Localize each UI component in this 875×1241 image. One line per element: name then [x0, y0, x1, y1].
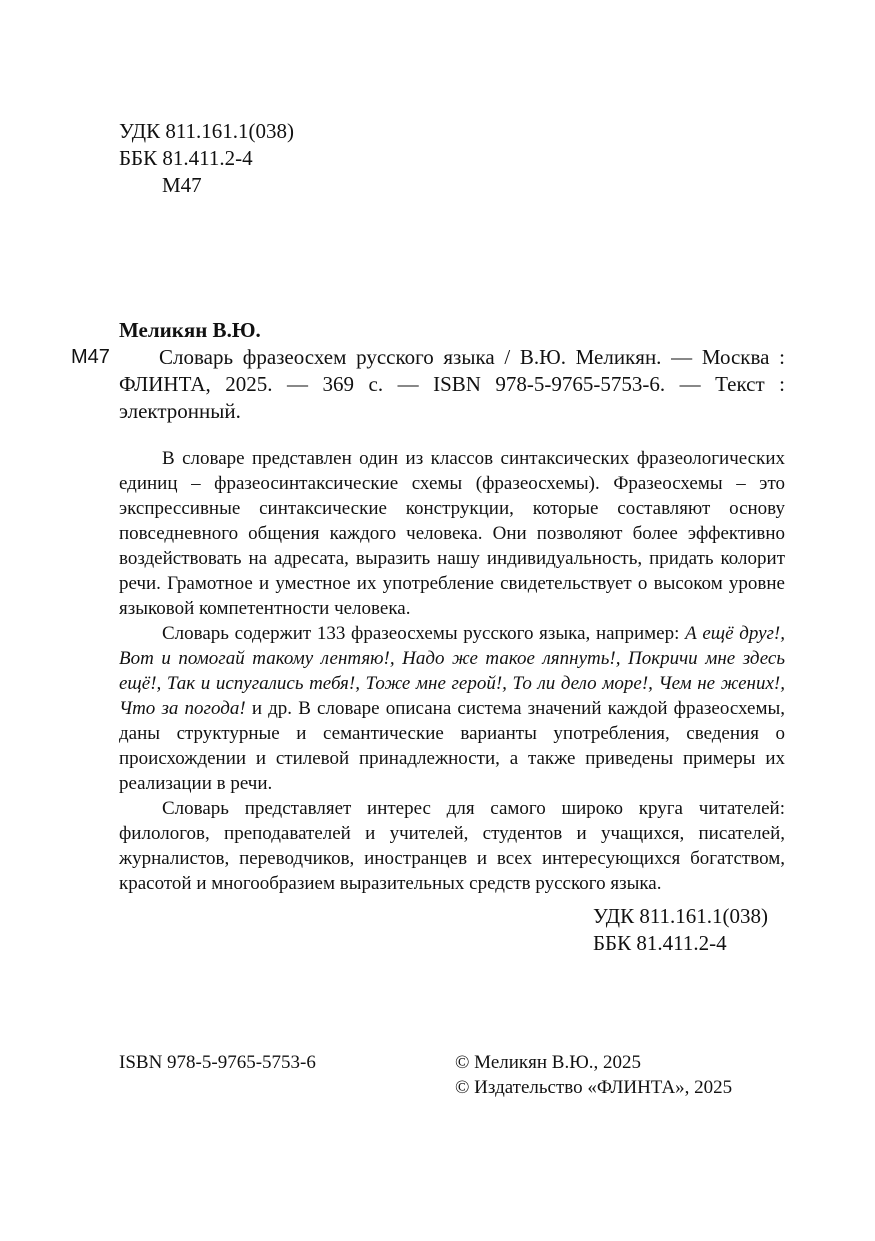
annotation-p2-intro: Словарь содержит 133 фразеосхемы русского языка, например: — [162, 623, 686, 644]
copyright-author: © Меликян В.Ю., 2025 — [455, 1052, 642, 1073]
header-classification — [119, 118, 294, 199]
header-author-mark: М47 — [162, 173, 202, 197]
annotation-p2-examples: А ещё друг!, Вот и помогай такому лентяю!, Надо же такое ляпнуть!, Покричи мне здесь ещё!, Так и испугались тебя!, Тоже мне герой!, То ли дело море!, Чем не жених!, Что за погода! — [119, 623, 785, 719]
isbn: ISBN 978-5-9765-5753-6 — [119, 1052, 316, 1073]
header-bbk: ББК 81.411.2-4 — [119, 146, 253, 170]
copyright-block — [455, 1050, 732, 1100]
annotation — [119, 446, 785, 896]
classification-bbk: ББК 81.411.2-4 — [593, 931, 727, 955]
margin-author-mark: М47 — [71, 346, 110, 368]
author-name: Меликян В.Ю. — [119, 318, 261, 342]
annotation-paragraph-1: В словаре представлен один из классов синтаксических фразеологических единиц – фразеосинтаксические схемы (фразеосхемы). Фразеосхемы – это экспрессивные синтаксические конструкции, которые составляют основу повседневного общения каждого человека. Они позволяют более эффективно воздействовать на адресата, выразить нашу индивидуальность, придать колорит речи. Грамотное и уместное их употребление свидетельствует о высоком уровне языковой компетентности человека. — [119, 448, 785, 619]
header-udk: УДК 811.161.1(038) — [119, 119, 295, 143]
bibliographic-description: Словарь фразеосхем русского языка / В.Ю. Меликян. — Москва : ФЛИНТА, 2025. — 369 с. — ISBN 978-5-9765-5753-6. — Текст : электронный. — [119, 345, 785, 423]
classification-block — [593, 903, 768, 957]
annotation-paragraph-2 — [119, 621, 785, 796]
annotation-p2-rest: и др. В словаре описана система значений каждой фразеосхемы, даны структурные и семантические варианты употребления, сведения о происхождении и стилевой принадлежности, а также приведены примеры их реализации в речи. — [119, 698, 786, 794]
classification-udk: УДК 811.161.1(038) — [593, 904, 769, 928]
annotation-paragraph-3: Словарь представляет интерес для самого широко круга читателей: филологов, преподавателей и учителей, студентов и учащихся, писателей, журналистов, переводчиков, иностранцев и всех интересующихся богатством, красотой и многообразием выразительных средств русского языка. — [119, 798, 785, 894]
copyright-publisher: © Издательство «ФЛИНТА», 2025 — [455, 1077, 733, 1098]
